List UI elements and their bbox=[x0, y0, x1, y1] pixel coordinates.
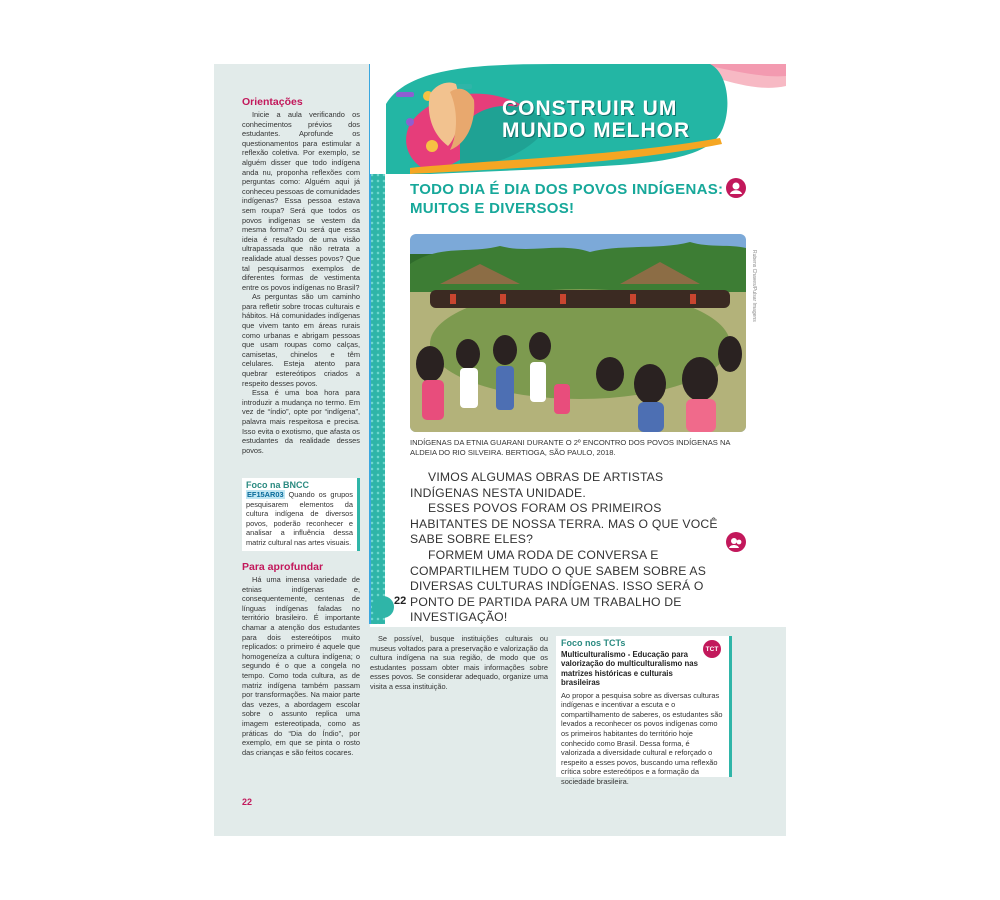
paragraph-1: VIMOS ALGUMAS OBRAS DE ARTISTAS INDÍGENAS NESTA UNIDADE. bbox=[410, 470, 664, 500]
orientacoes-paragraph-3: Essa é uma boa hora para introduzir a mudança no termo. Em vez de “índio”, opte por “indígena”, palavra mais respeitosa e precisa. Isso evita o exotismo, que afasta os estudantes da realidade desses povos. bbox=[242, 388, 360, 455]
para-aprofundar-section bbox=[242, 561, 360, 757]
teacher-page-number: 22 bbox=[242, 797, 253, 807]
bncc-text bbox=[246, 490, 353, 548]
page-number-decoration bbox=[372, 596, 394, 618]
culture-icon bbox=[726, 178, 746, 198]
tct-box bbox=[556, 636, 732, 786]
tct-text: Ao propor a pesquisa sobre as diversas culturas indígenas e incentivar a escuta e o compartilhamento de saberes, os estudantes são levados a reconhecer os povos indígenas como os primeiros habitantes do território hoje conhecido como Brasil. Dessa forma, é valorizada a diversidade cultural e reforçado o respeito a esses povos, buscando uma reflexão crítica sobre estereótipos e a formação da sociedade brasileira. bbox=[561, 690, 723, 786]
tct-badge-icon: TCT bbox=[703, 640, 721, 658]
photo-indigenous-gathering bbox=[410, 234, 746, 432]
banner-title-line-2: MUNDO MELHOR bbox=[502, 119, 691, 142]
aprofundar-heading: Para aprofundar bbox=[242, 561, 324, 573]
conversation-icon bbox=[726, 532, 746, 552]
tct-subtitle: Multiculturalismo - Educação para valorização do multiculturalismo nas matrizes históricas e culturais brasileiras bbox=[561, 650, 698, 688]
section-heading: TODO DIA É DIA DOS POVOS INDÍGENAS: MUITOS E DIVERSOS! bbox=[410, 181, 724, 217]
bncc-heading: Foco na BNCC bbox=[246, 480, 309, 490]
bncc-code: EF15AR03 bbox=[247, 490, 284, 499]
photo-caption: INDÍGENAS DA ETNIA GUARANI DURANTE O 2º ENCONTRO DOS POVOS INDÍGENAS NA ALDEIA DO RIO SILVEIRA. BERTIOGA, SÃO PAULO, 2018. bbox=[410, 438, 731, 457]
orientacoes-paragraph-2: As perguntas são um caminho para refletir sobre trocas culturais e hábitos. Há comunidades indígenas que vivem tanto em áreas rurais como urbanas e abrigam pessoas que usam roupas como calças, camisetas, chinelos e têm celulares. Esteja atento para quebrar estereótipos criados a respeito desses povos. bbox=[242, 292, 360, 388]
photo-credit: Rubens Chaves/Pulsar Imagens bbox=[751, 250, 757, 322]
banner-title-line-1: CONSTRUIR UM bbox=[502, 97, 678, 120]
aprofundar-text: Há uma imensa variedade de etnias indígenas e, consequentemente, centenas de línguas indígenas faladas no território brasileiro. É importante chamar a atenção dos estudantes para dois estereótipos muito replicados: o primeiro é aquele que homogeneíza a cultura indígena; o segundo é o que a congela no tempo. Como toda cultura, as de matriz indígena também passam por transformações. Na maior parte das vezes, a abordagem escolar sobre o assunto replica uma imagem estereotipada, como as práticas do “Dia do Índio”, por exemplo, em que se pinta o rosto das crianças e são feitos cocares. bbox=[242, 575, 360, 757]
paragraph-2: ESSES POVOS FORAM OS PRIMEIROS HABITANTES DE NOSSA TERRA. MAS O QUE VOCÊ SABE SOBRE ELES? bbox=[410, 501, 718, 547]
student-page-number: 22 bbox=[394, 595, 407, 607]
student-body-text bbox=[410, 470, 726, 626]
orientacoes-section bbox=[242, 96, 360, 455]
bncc-description: Quando os grupos pesquisarem elementos da cultura indígena de diversos povos, poderão reconhecer e analisar a influência dessa matriz cultural nas artes visuais. bbox=[246, 490, 353, 547]
tct-heading: Foco nos TCTs bbox=[561, 638, 626, 648]
banner-title bbox=[502, 98, 690, 142]
museum-visit-text: Se possível, busque instituições culturais ou museus voltados para a preservação e valorização da cultura indígena na sua região, de modo que os estudantes possam obter mais informações sobre esses povos. Se considerar adequado, organize uma visita a essa instituição. bbox=[370, 634, 548, 691]
bncc-box bbox=[242, 478, 360, 551]
paragraph-3: FORMEM UMA RODA DE CONVERSA E COMPARTILHEM TUDO O QUE SABEM SOBRE AS DIVERSAS CULTURAS INDÍGENAS. ISSO SERÁ O PONTO DE PARTIDA PARA UM TRABALHO DE INVESTIGAÇÃO! bbox=[410, 547, 707, 625]
orientacoes-heading: Orientações bbox=[242, 96, 303, 108]
orientacoes-paragraph-1: Inicie a aula verificando os conhecimentos prévios dos estudantes. Aprofunde os questionamentos para estimular a reflexão coletiva. Por exemplo, se alguém disser que todo indígena anda nu, proponha reflexões com perguntas como: Alguém aqui já conheceu pessoas de comunidades indígenas? Essa pessoa estava sem roupa? Será que todos os povos indígenas se vestem da mesma forma? Ou será que essa ideia é resultado de uma visão ultrapassada que não retrata a realidade atual desses povos? Que tal pesquisarmos exemplos de diferentes formas de vestimenta entre os povos indígenas no Brasil? bbox=[242, 110, 360, 292]
